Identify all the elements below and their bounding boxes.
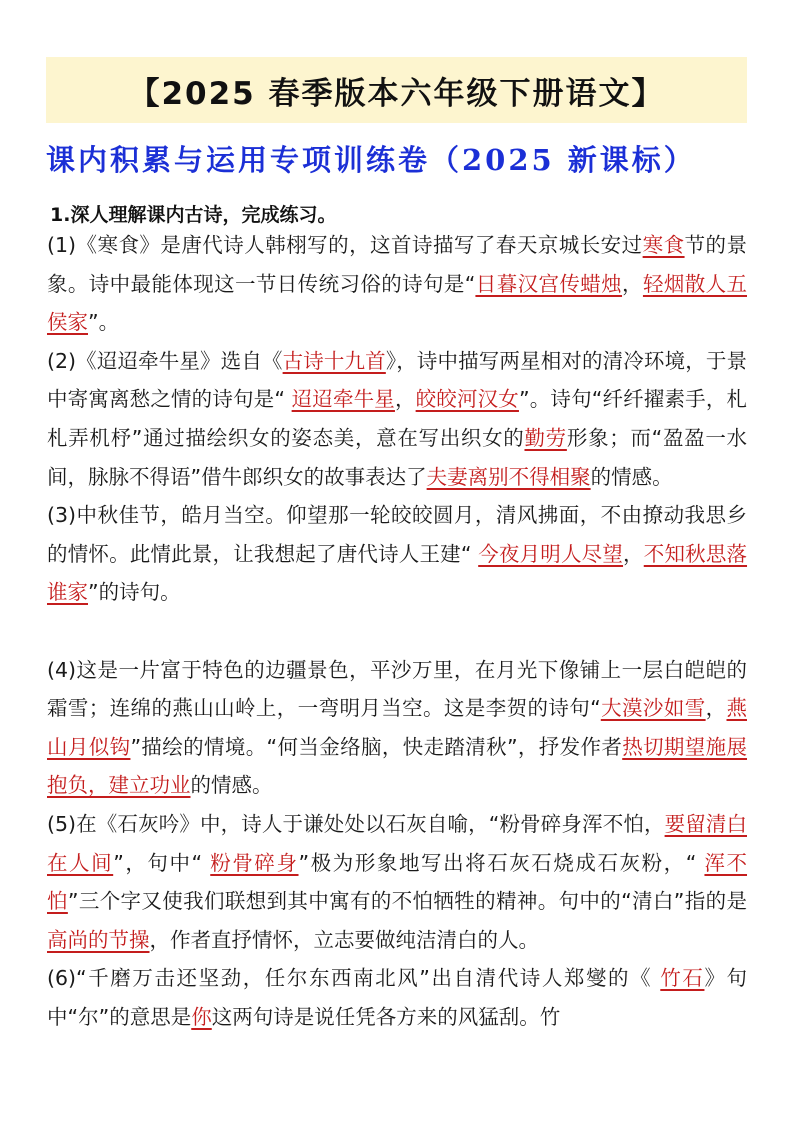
answer-text: 日暮汉宫传蜡烛 <box>475 271 623 296</box>
question-text: (2)《迢迢牵牛星》选自《 <box>47 348 283 373</box>
question-text: 》句中“尔”的意思是 <box>47 966 748 1029</box>
answer-text: 今夜月明人尽望 <box>478 541 624 566</box>
question-text: ， <box>622 271 643 296</box>
question-text: (3)中秋佳节，皓月当空。仰望那一轮皎皎圆月，清风拂面，不由撩动我思乡的情怀。此情此景，让我想起了唐代诗人王建“ <box>47 503 747 566</box>
answer-text: 燕山月似钩 <box>47 696 747 759</box>
question-text: ， <box>623 541 644 566</box>
question-text: ”极为形象地写出将石灰石烧成石灰粉，“ <box>298 850 705 875</box>
page-subtitle: 课内积累与运用专项训练卷（2025 新课标） <box>46 143 696 177</box>
question-text: (5)在《石灰吟》中，诗人于谦处处以石灰自喻，“粉骨碎身浑不怕， <box>47 811 665 836</box>
question-text: ”描绘的情境。“何当金络脑，快走踏清秋”，抒发作者 <box>130 734 623 759</box>
question-text: (1)《寒食》是唐代诗人韩栩写的，这首诗描写了春天京城长安过 <box>47 233 643 257</box>
question-text: 的情感。 <box>590 464 673 489</box>
question-text: ”，句中“ <box>113 850 211 875</box>
answer-text: 高尚的节操 <box>47 927 150 952</box>
question-text: 形象；而“盈盈一水间，脉脉不得语”借牛郎织女的故事表达了 <box>47 425 748 489</box>
question-text: ”。 <box>88 310 120 335</box>
question-item-2 <box>47 342 747 496</box>
question-item-5 <box>47 805 747 959</box>
question-text: ， <box>705 696 727 721</box>
answer-text: 皎皎河汉女 <box>415 387 519 412</box>
answer-text: 寒食 <box>642 233 685 257</box>
question-text: ”的诗句。 <box>88 580 181 605</box>
question-item-4 <box>47 651 747 805</box>
question-title: 1.深人理解课内古诗，完成练习。 <box>50 204 337 226</box>
answer-text: 夫妻离别不得相聚 <box>426 464 591 489</box>
question-text: 节的景象。诗中最能体现这一节日传统习俗的诗句是“ <box>47 233 747 296</box>
question-item-1 <box>47 226 747 342</box>
banner-title: 【2025 春季版本六年级下册语文】 <box>128 75 665 112</box>
answer-text: 古诗十九首 <box>282 348 386 373</box>
answer-text: 热切期望施展抱负，建立功业 <box>47 734 748 798</box>
question-text: (6)“千磨万击还坚劲，任尔东西南北风”出自清代诗人郑燮的《 <box>47 966 661 991</box>
answer-text: 大漠沙如雪 <box>600 696 706 721</box>
question-item-3 <box>47 496 747 612</box>
question-text: ”三个字又使我们联想到其中寓有的不怕牺牲的精神。句中的“清白”指的是 <box>67 889 748 914</box>
answer-text: 勤劳 <box>524 425 567 450</box>
question-text: 》，诗中描写两星相对的清冷环境，于景中寄寓离愁之情的诗句是“ <box>47 348 747 412</box>
page-banner <box>46 57 747 123</box>
answer-text: 不知秋思落谁家 <box>47 541 748 605</box>
answer-text: 你 <box>191 1004 212 1029</box>
question-text: 这两句诗是说任凭各方来的风猛刮。竹 <box>211 1004 561 1029</box>
answer-text: 浑不怕 <box>47 850 748 914</box>
answer-text: 迢迢牵牛星 <box>291 387 395 412</box>
question-item-6 <box>47 959 747 1036</box>
answer-text: 粉骨碎身 <box>210 850 299 875</box>
question-text: 的情感。 <box>190 773 273 798</box>
answer-text: 要留清白在人间 <box>47 811 747 875</box>
answer-text: 竹石 <box>660 966 705 991</box>
question-body <box>47 226 747 1036</box>
question-text: (4)这是一片富于特色的边疆景色，平沙万里，在月光下像铺上一层白皑皑的霜雪；连绵的燕山山岭上，一弯明月当空。这是李贺的诗句“ <box>47 657 747 721</box>
answer-text: 轻烟散人五侯家 <box>47 271 747 335</box>
question-text: ，作者直抒情怀，立志要做纯洁清白的人。 <box>149 927 539 952</box>
question-text: ”。诗句“纤纤擢素手，札札弄机杼”通过描绘织女的姿态美，意在写出织女的 <box>47 387 748 450</box>
question-text: ， <box>394 387 416 412</box>
